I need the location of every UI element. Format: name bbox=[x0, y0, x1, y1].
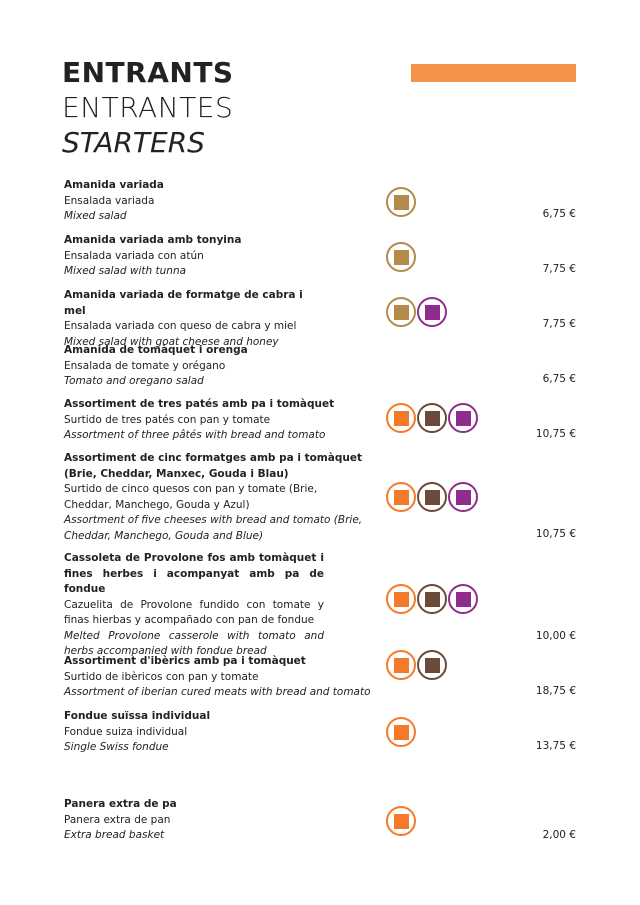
gluten-icon bbox=[386, 717, 416, 747]
allergen-icons bbox=[386, 717, 416, 747]
menu-item bbox=[64, 709, 324, 756]
item-name-en: Mixed salad bbox=[64, 210, 127, 222]
item-name-en: Assortment of iberian cured meats with bread and tomato bbox=[64, 686, 371, 698]
allergen-icons bbox=[386, 403, 478, 433]
gluten-icon bbox=[386, 403, 416, 433]
item-name-en: Tomato and oregano salad bbox=[64, 375, 204, 387]
item-name-es: Ensalada variada bbox=[64, 194, 155, 207]
item-name-ca: Fondue suïssa individual bbox=[64, 710, 211, 722]
allergen-icons bbox=[386, 242, 416, 272]
item-name-es: Ensalada variada con atún bbox=[64, 249, 204, 262]
item-name-ca: Assortiment de tres patés amb pa i tomàquet bbox=[64, 398, 335, 410]
gluten-icon bbox=[386, 584, 416, 614]
menu-item bbox=[64, 797, 324, 844]
menu-item bbox=[64, 288, 324, 350]
item-name-ca: Assortiment de cinc formatges amb pa i tomàquet (Brie, Cheddar, Manxec, Gouda i Blau) bbox=[64, 452, 362, 480]
item-price: 10,00 € bbox=[535, 630, 576, 642]
gluten-icon bbox=[386, 482, 416, 512]
title-spanish: ENTRANTES bbox=[62, 91, 234, 124]
menu-item bbox=[64, 451, 364, 544]
menu-item bbox=[64, 397, 364, 444]
item-name-en: Mixed salad with tunna bbox=[64, 265, 187, 277]
nuts-icon bbox=[417, 650, 447, 680]
item-price: 6,75 € bbox=[542, 373, 576, 385]
item-name-ca: Cassoleta de Provolone fos amb tomàquet i fines herbes i acompanyat amb pa de fondue bbox=[64, 552, 324, 595]
accent-bar bbox=[411, 64, 576, 82]
item-price: 7,75 € bbox=[542, 318, 576, 330]
item-name-es: Surtido de tres patés con pan y tomate bbox=[64, 413, 271, 426]
menu-item bbox=[64, 654, 384, 701]
allergen-icons bbox=[386, 806, 416, 836]
item-name-es: Ensalada variada con queso de cabra y miel bbox=[64, 320, 297, 332]
item-name-en: Mixed salad with goat cheese and honey bbox=[64, 335, 279, 348]
item-price: 13,75 € bbox=[535, 740, 576, 752]
menu-item bbox=[64, 178, 324, 225]
item-price: 10,75 € bbox=[535, 528, 576, 540]
item-name-ca: Amanida variada bbox=[64, 179, 164, 191]
item-name-es: Cazuelita de Provolone fundido con tomate y finas hierbas y acompañado con pan de fondue bbox=[64, 598, 324, 626]
allergen-icons bbox=[386, 482, 478, 512]
item-name-en: Single Swiss fondue bbox=[64, 741, 169, 753]
item-name-ca: Amanida variada amb tonyina bbox=[64, 234, 242, 246]
item-name-es: Fondue suiza individual bbox=[64, 725, 188, 738]
item-name-ca: Amanida variada de formatge de cabra i mel bbox=[64, 289, 303, 317]
allergen-icons bbox=[386, 584, 478, 614]
allergen-icons bbox=[386, 650, 447, 680]
allergen-icons bbox=[386, 187, 416, 217]
item-name-ca: Assortiment d'ibèrics amb pa i tomàquet bbox=[64, 655, 306, 667]
lactose-icon bbox=[448, 584, 478, 614]
allergen-icons bbox=[386, 297, 447, 327]
lactose-icon bbox=[448, 403, 478, 433]
menu-item bbox=[64, 551, 324, 660]
menu-item bbox=[64, 343, 324, 390]
item-price: 10,75 € bbox=[535, 428, 576, 440]
sesame-icon bbox=[386, 242, 416, 272]
item-name-ca: Panera extra de pa bbox=[64, 798, 177, 810]
item-price: 18,75 € bbox=[535, 685, 576, 697]
title-english: STARTERS bbox=[62, 126, 205, 159]
item-name-es: Surtido de ibèricos con pan y tomate bbox=[64, 670, 259, 683]
gluten-icon bbox=[386, 806, 416, 836]
nuts-icon bbox=[417, 482, 447, 512]
gluten-icon bbox=[386, 650, 416, 680]
nuts-icon bbox=[417, 584, 447, 614]
menu-item bbox=[64, 233, 324, 280]
item-name-es: Ensalada de tomate y orégano bbox=[64, 359, 226, 372]
lactose-icon bbox=[417, 297, 447, 327]
item-price: 6,75 € bbox=[542, 208, 576, 220]
item-name-es: Surtido de cinco quesos con pan y tomate (Brie, Cheddar, Manchego, Gouda y Azul) bbox=[64, 483, 318, 511]
lactose-icon bbox=[448, 482, 478, 512]
item-name-ca: Amanida de tomàquet i orenga bbox=[64, 344, 248, 356]
item-name-en: Melted Provolone casserole with tomato and herbs accompanied with fondue bread bbox=[64, 629, 324, 657]
item-price: 7,75 € bbox=[542, 263, 576, 275]
sesame-icon bbox=[386, 187, 416, 217]
item-name-en: Assortment of five cheeses with bread and tomato (Brie, Cheddar, Manchego, Gouda and Blue) bbox=[64, 514, 363, 542]
item-name-en: Assortment of three pâtés with bread and tomato bbox=[64, 429, 326, 441]
title-catalan: ENTRANTS bbox=[62, 56, 234, 89]
sesame-icon bbox=[386, 297, 416, 327]
item-price: 2,00 € bbox=[542, 829, 576, 841]
item-name-en: Extra bread basket bbox=[64, 829, 165, 841]
nuts-icon bbox=[417, 403, 447, 433]
item-name-es: Panera extra de pan bbox=[64, 813, 171, 826]
